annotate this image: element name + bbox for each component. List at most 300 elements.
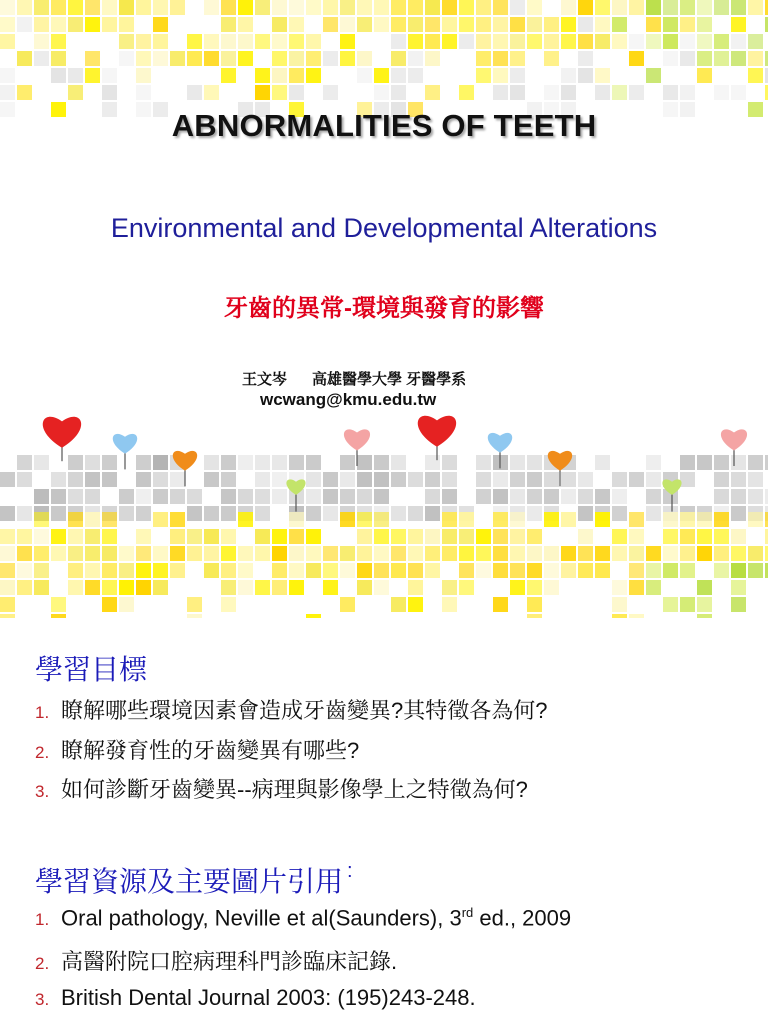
mosaic-tile xyxy=(612,489,627,504)
mosaic-tile xyxy=(493,68,508,83)
mosaic-tile xyxy=(731,85,746,100)
mosaic-tile xyxy=(493,546,508,561)
mosaic-tile xyxy=(323,85,338,100)
mosaic-tile xyxy=(510,546,525,561)
mosaic-tile xyxy=(17,563,32,578)
mosaic-tile xyxy=(357,489,372,504)
mosaic-tile xyxy=(306,472,321,487)
mosaic-tile xyxy=(85,529,100,544)
mosaic-tile xyxy=(442,17,457,32)
mosaic-tile xyxy=(187,597,202,612)
mosaic-tile xyxy=(221,472,236,487)
mosaic-tile xyxy=(323,489,338,504)
mosaic-tile xyxy=(629,529,644,544)
mosaic-tile xyxy=(238,563,253,578)
mosaic-tile xyxy=(408,580,423,595)
mosaic-tile xyxy=(629,34,644,49)
mosaic-tile xyxy=(51,614,66,618)
mosaic-tile xyxy=(731,489,746,504)
heart-icon xyxy=(488,433,512,453)
mosaic-tile xyxy=(255,506,270,521)
mosaic-tile xyxy=(289,455,304,470)
mosaic-tile xyxy=(646,506,661,521)
mosaic-tile xyxy=(306,529,321,544)
mosaic-tile xyxy=(136,580,151,595)
mosaic-tile xyxy=(34,563,49,578)
mosaic-tile xyxy=(629,0,644,15)
mosaic-tile xyxy=(289,68,304,83)
mosaic-tile xyxy=(408,563,423,578)
mosaic-tile xyxy=(34,512,49,527)
mosaic-tile xyxy=(0,506,15,521)
mosaic-tile xyxy=(646,34,661,49)
mosaic-tile xyxy=(153,455,168,470)
mosaic-tile xyxy=(357,580,372,595)
mosaic-tile xyxy=(340,34,355,49)
mosaic-tile xyxy=(221,51,236,66)
mosaic-tile xyxy=(34,34,49,49)
mosaic-tile xyxy=(459,512,474,527)
mosaic-tile xyxy=(221,546,236,561)
mosaic-tile xyxy=(561,68,576,83)
mosaic-tile xyxy=(119,0,134,15)
mosaic-tile xyxy=(340,512,355,527)
mosaic-tile xyxy=(51,17,66,32)
mosaic-tile xyxy=(731,563,746,578)
mosaic-tile xyxy=(204,529,219,544)
mosaic-tile xyxy=(595,489,610,504)
mosaic-tile xyxy=(170,529,185,544)
mosaic-tile xyxy=(51,68,66,83)
mosaic-tile xyxy=(85,17,100,32)
mosaic-tile xyxy=(170,563,185,578)
mosaic-tile xyxy=(510,17,525,32)
list-text: 瞭解哪些環境因素會造成牙齒變異?其特徵各為何? xyxy=(61,698,548,723)
mosaic-tile xyxy=(510,580,525,595)
mosaic-tile xyxy=(663,17,678,32)
mosaic-tile xyxy=(136,529,151,544)
mosaic-tile xyxy=(697,68,712,83)
heart-icon xyxy=(721,429,747,450)
mosaic-tile xyxy=(442,529,457,544)
mosaic-tile xyxy=(85,489,100,504)
mosaic-tile xyxy=(493,85,508,100)
mosaic-tile xyxy=(323,546,338,561)
mosaic-tile xyxy=(306,455,321,470)
mosaic-tile xyxy=(323,506,338,521)
mosaic-tile xyxy=(221,597,236,612)
list-number: 2. xyxy=(35,954,50,973)
mosaic-tile xyxy=(476,472,491,487)
mosaic-tile xyxy=(680,529,695,544)
mosaic-tile xyxy=(153,580,168,595)
mosaic-tile xyxy=(544,85,559,100)
mosaic-tile xyxy=(221,68,236,83)
mosaic-tile xyxy=(34,529,49,544)
mosaic-tile xyxy=(544,489,559,504)
mosaic-tile xyxy=(374,472,389,487)
mosaic-tile xyxy=(510,512,525,527)
mosaic-tile xyxy=(680,546,695,561)
mosaic-tile xyxy=(476,0,491,15)
mosaic-tile xyxy=(340,472,355,487)
mosaic-tile xyxy=(289,563,304,578)
mosaic-tile xyxy=(340,563,355,578)
mosaic-tile xyxy=(714,512,729,527)
mosaic-tile xyxy=(731,51,746,66)
mosaic-tile xyxy=(119,563,134,578)
mosaic-tile xyxy=(17,580,32,595)
mosaic-tile xyxy=(731,472,746,487)
mosaic-tile xyxy=(459,85,474,100)
mosaic-tile xyxy=(544,580,559,595)
mosaic-tile xyxy=(153,34,168,49)
mosaic-tile xyxy=(119,597,134,612)
mosaic-tile xyxy=(714,34,729,49)
mosaic-tile xyxy=(306,489,321,504)
mosaic-tile xyxy=(255,580,270,595)
mosaic-tile xyxy=(68,68,83,83)
mosaic-tile xyxy=(612,580,627,595)
mosaic-tile xyxy=(493,563,508,578)
mosaic-tile xyxy=(255,489,270,504)
mosaic-tile xyxy=(238,51,253,66)
mosaic-tile xyxy=(408,68,423,83)
mosaic-tile xyxy=(595,563,610,578)
mosaic-tile xyxy=(663,546,678,561)
mosaic-tile xyxy=(595,0,610,15)
mosaic-tile xyxy=(357,529,372,544)
mosaic-tile xyxy=(153,0,168,15)
mosaic-tile xyxy=(272,51,287,66)
mosaic-tile xyxy=(476,529,491,544)
mosaic-tile xyxy=(578,51,593,66)
mosaic-tile xyxy=(731,580,746,595)
mosaic-tile xyxy=(391,546,406,561)
mosaic-tile xyxy=(391,506,406,521)
mosaic-tile xyxy=(612,85,627,100)
list-number: 1. xyxy=(35,703,50,722)
mosaic-tile xyxy=(102,68,117,83)
mosaic-tile xyxy=(425,472,440,487)
mosaic-tile xyxy=(0,0,15,15)
mosaic-tile xyxy=(102,580,117,595)
objectives-heading: 學習目標 xyxy=(35,654,148,685)
mosaic-tile xyxy=(187,546,202,561)
mosaic-tile xyxy=(34,489,49,504)
list-item xyxy=(35,694,547,725)
mosaic-tile xyxy=(612,506,627,521)
mosaic-tile xyxy=(714,563,729,578)
mosaic-tile xyxy=(527,17,542,32)
mosaic-tile xyxy=(102,563,117,578)
mosaic-tile xyxy=(272,489,287,504)
mosaic-tile xyxy=(391,529,406,544)
mosaic-tile xyxy=(340,0,355,15)
mosaic-tile xyxy=(357,546,372,561)
mosaic-tile xyxy=(153,546,168,561)
mosaic-tile xyxy=(476,17,491,32)
mosaic-tile xyxy=(238,546,253,561)
chinese-title: 牙齒的異常-環境與發育的影響 xyxy=(224,295,544,322)
mosaic-tile xyxy=(425,489,440,504)
mosaic-tile xyxy=(85,0,100,15)
mosaic-tile xyxy=(272,34,287,49)
author-line: 王文岑 高雄醫學大學 牙醫學系 xyxy=(242,371,467,388)
mosaic-tile xyxy=(578,546,593,561)
mosaic-tile xyxy=(306,563,321,578)
mosaic-tile xyxy=(629,51,644,66)
heart-icon xyxy=(43,417,81,448)
list-text: 瞭解發育性的牙齒變異有哪些? xyxy=(61,738,360,763)
mosaic-tile xyxy=(697,17,712,32)
mosaic-tile xyxy=(697,614,712,618)
mosaic-tile xyxy=(51,472,66,487)
mosaic-tile xyxy=(289,529,304,544)
mosaic-tile xyxy=(289,51,304,66)
mosaic-tile xyxy=(136,85,151,100)
mosaic-tile xyxy=(714,546,729,561)
mosaic-tile xyxy=(34,0,49,15)
mosaic-tile xyxy=(578,17,593,32)
mosaic-tile xyxy=(221,580,236,595)
mosaic-tile xyxy=(493,489,508,504)
mosaic-tile xyxy=(561,0,576,15)
mosaic-tile xyxy=(697,34,712,49)
mosaic-tile xyxy=(493,472,508,487)
mosaic-tile xyxy=(595,512,610,527)
mosaic-tile xyxy=(527,563,542,578)
mosaic-tile xyxy=(476,455,491,470)
mosaic-tile xyxy=(340,455,355,470)
mosaic-tile xyxy=(357,472,372,487)
mosaic-tile xyxy=(323,0,338,15)
mosaic-tile xyxy=(527,0,542,15)
mosaic-tile xyxy=(204,546,219,561)
mosaic-tile xyxy=(442,34,457,49)
mosaic-tile xyxy=(221,529,236,544)
mosaic-tile xyxy=(510,68,525,83)
mosaic-tile xyxy=(714,529,729,544)
list-text: 如何診斷牙齒變異--病理與影像學上之特徵為何? xyxy=(61,777,528,802)
mosaic-tile xyxy=(731,34,746,49)
mosaic-tile xyxy=(0,68,15,83)
heart-icon xyxy=(113,434,137,454)
mosaic-tile xyxy=(459,0,474,15)
mosaic-tile xyxy=(425,506,440,521)
mosaic-tile xyxy=(68,472,83,487)
mosaic-tile xyxy=(578,489,593,504)
mosaic-tile xyxy=(204,455,219,470)
mosaic-tile xyxy=(697,546,712,561)
mosaic-tile xyxy=(646,455,661,470)
mosaic-tile xyxy=(527,580,542,595)
mosaic-tile xyxy=(510,563,525,578)
mosaic-tile xyxy=(527,489,542,504)
list-number: 2. xyxy=(35,743,50,762)
mosaic-tile xyxy=(612,17,627,32)
mosaic-tile xyxy=(204,34,219,49)
mosaic-tile xyxy=(748,34,763,49)
mosaic-tile xyxy=(119,506,134,521)
mosaic-tile xyxy=(493,51,508,66)
mosaic-tile xyxy=(119,546,134,561)
mosaic-tile xyxy=(17,506,32,521)
mosaic-tile xyxy=(323,51,338,66)
mosaic-tile xyxy=(493,34,508,49)
mosaic-tile xyxy=(425,529,440,544)
mosaic-tile xyxy=(272,455,287,470)
mosaic-tile xyxy=(561,472,576,487)
mosaic-tile xyxy=(187,506,202,521)
mosaic-tile xyxy=(204,85,219,100)
mosaic-tile xyxy=(391,472,406,487)
mosaic-tile xyxy=(493,529,508,544)
mosaic-tile xyxy=(0,563,15,578)
mosaic-tile xyxy=(578,529,593,544)
mosaic-tile xyxy=(323,580,338,595)
mosaic-tile xyxy=(663,0,678,15)
mosaic-tile xyxy=(238,580,253,595)
mosaic-tile xyxy=(612,0,627,15)
mosaic-tile xyxy=(680,455,695,470)
mosaic-tile xyxy=(510,0,525,15)
mosaic-tile xyxy=(374,512,389,527)
mosaic-tile xyxy=(374,17,389,32)
mosaic-tile xyxy=(136,506,151,521)
mosaic-tile xyxy=(221,17,236,32)
mosaic-tile xyxy=(153,512,168,527)
mosaic-tile xyxy=(697,51,712,66)
mosaic-tile xyxy=(663,529,678,544)
mosaic-tile xyxy=(391,85,406,100)
mosaic-tile xyxy=(136,0,151,15)
mosaic-tile xyxy=(17,17,32,32)
mosaic-tile xyxy=(629,85,644,100)
mosaic-tile xyxy=(221,563,236,578)
mosaic-tile xyxy=(459,529,474,544)
mosaic-tile xyxy=(646,546,661,561)
mosaic-tile xyxy=(272,472,287,487)
mosaic-tile xyxy=(544,512,559,527)
mosaic-tile xyxy=(425,85,440,100)
mosaic-tile xyxy=(544,472,559,487)
mosaic-tile xyxy=(408,546,423,561)
mosaic-tile xyxy=(391,0,406,15)
heart-icon xyxy=(418,416,456,447)
mosaic-tile xyxy=(629,512,644,527)
mosaic-tile xyxy=(289,546,304,561)
mosaic-tile xyxy=(102,472,117,487)
mosaic-tile xyxy=(187,529,202,544)
mosaic-tile xyxy=(153,563,168,578)
mosaic-tile xyxy=(0,472,15,487)
mosaic-tile xyxy=(391,68,406,83)
mosaic-tile xyxy=(102,529,117,544)
mosaic-tile xyxy=(442,455,457,470)
heart-icon xyxy=(344,429,370,450)
mosaic-tile xyxy=(136,546,151,561)
mosaic-tile xyxy=(425,563,440,578)
mosaic-tile xyxy=(289,0,304,15)
mosaic-tile xyxy=(663,563,678,578)
mosaic-tile xyxy=(578,0,593,15)
mosaic-tile xyxy=(748,0,763,15)
mosaic-tile xyxy=(221,506,236,521)
mosaic-tile xyxy=(374,529,389,544)
mosaic-tile xyxy=(255,85,270,100)
mosaic-tile xyxy=(510,472,525,487)
mosaic-tile xyxy=(272,68,287,83)
mosaic-tile xyxy=(663,34,678,49)
mosaic-tile xyxy=(476,546,491,561)
mosaic-tile xyxy=(561,489,576,504)
mosaic-tile xyxy=(408,529,423,544)
mosaic-tile xyxy=(714,0,729,15)
mosaic-tile xyxy=(612,529,627,544)
mosaic-tile xyxy=(629,614,644,618)
mosaic-tile xyxy=(187,85,202,100)
mosaic-tile xyxy=(102,597,117,612)
mosaic-tile xyxy=(459,17,474,32)
mosaic-tile xyxy=(697,512,712,527)
mosaic-tile xyxy=(374,489,389,504)
mosaic-tile xyxy=(374,455,389,470)
mosaic-tile xyxy=(425,546,440,561)
mosaic-tile xyxy=(0,85,15,100)
mosaic-tile xyxy=(306,614,321,618)
mosaic-tile xyxy=(34,546,49,561)
mosaic-tile xyxy=(34,455,49,470)
mosaic-tile xyxy=(170,51,185,66)
mosaic-tile xyxy=(527,546,542,561)
mosaic-tile xyxy=(238,512,253,527)
mosaic-tile xyxy=(357,68,372,83)
mosaic-tile xyxy=(629,472,644,487)
mosaic-tile xyxy=(51,546,66,561)
mosaic-tile xyxy=(102,546,117,561)
mosaic-tile xyxy=(493,17,508,32)
mosaic-tile xyxy=(646,489,661,504)
mosaic-tile xyxy=(408,472,423,487)
mosaic-tile xyxy=(510,34,525,49)
mosaic-tile xyxy=(595,68,610,83)
list-item xyxy=(35,985,476,1011)
mosaic-tile xyxy=(340,597,355,612)
mosaic-tile xyxy=(544,34,559,49)
mosaic-tile xyxy=(714,51,729,66)
mosaic-tile xyxy=(748,51,763,66)
mosaic-tile xyxy=(442,472,457,487)
list-item xyxy=(35,734,359,765)
mosaic-tile xyxy=(374,580,389,595)
mosaic-tile xyxy=(153,51,168,66)
mosaic-tile xyxy=(612,614,627,618)
mosaic-tile xyxy=(272,563,287,578)
mosaic-tile xyxy=(272,0,287,15)
mosaic-tile xyxy=(425,0,440,15)
mosaic-tile xyxy=(646,563,661,578)
mosaic-tile xyxy=(255,472,270,487)
mosaic-tile xyxy=(357,17,372,32)
mosaic-tile xyxy=(731,506,746,521)
mosaic-tile xyxy=(476,51,491,66)
mosaic-tile xyxy=(527,34,542,49)
mosaic-tile xyxy=(544,546,559,561)
mosaic-tile xyxy=(340,489,355,504)
mosaic-tile xyxy=(102,512,117,527)
mosaic-tile xyxy=(561,85,576,100)
